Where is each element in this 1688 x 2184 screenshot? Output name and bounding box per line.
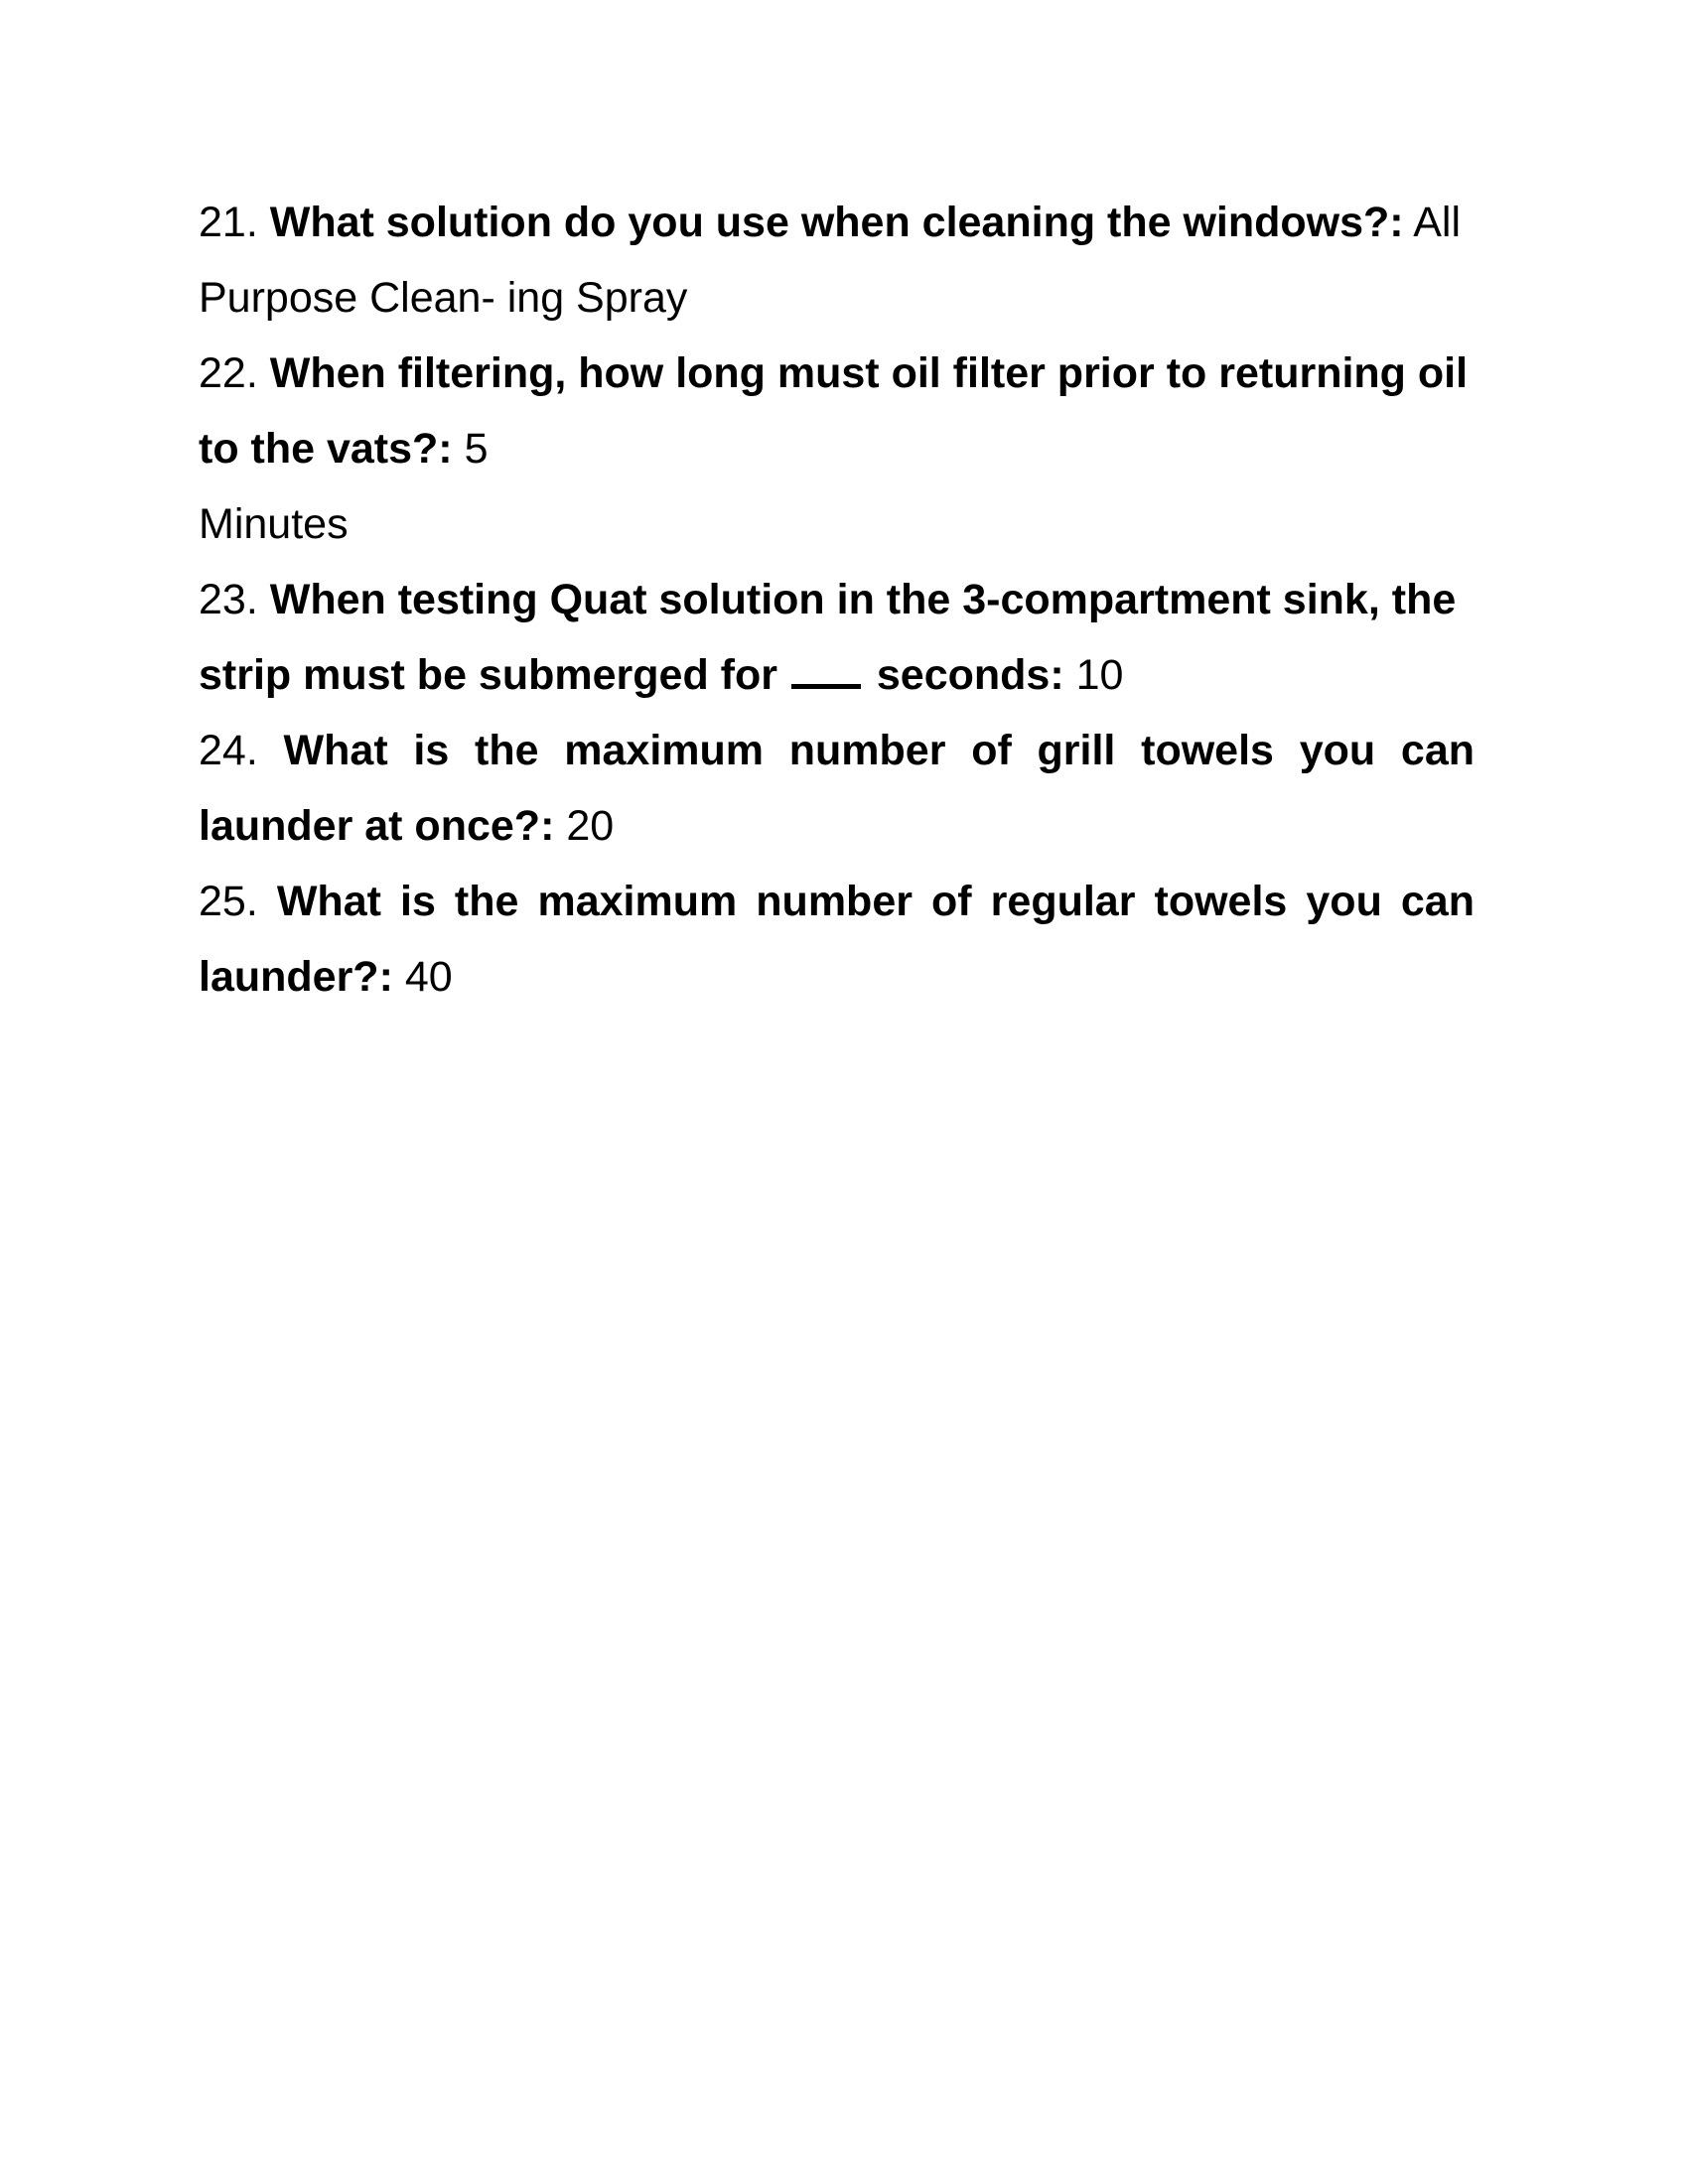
document-page [199,185,1475,1015]
question-number: 22. [199,349,258,397]
fill-in-blank [791,684,861,689]
answer-text-continued: Minutes [199,500,349,548]
question-item-25 [199,864,1475,1015]
question-item-21 [199,185,1475,336]
question-text: What solution do you use when cleaning the windows?: [269,199,1404,246]
question-text: When testing Quat solution in the 3-compartment sink, the strip must be submerged for [199,576,1457,699]
answer-text: 40 [404,953,453,1001]
question-number: 25. [199,878,258,925]
answer-text: 20 [566,802,615,850]
question-number: 23. [199,576,258,623]
question-number: 24. [199,727,258,774]
answer-text: 5 [464,425,489,473]
answer-text: All Purpose Clean- ing Spray [199,199,1462,322]
question-item-22 [199,336,1475,562]
question-item-23 [199,562,1475,713]
question-text: What is the maximum number of grill towels you can launder at once?: [199,727,1475,850]
question-item-24 [199,713,1475,864]
question-text: When filtering, how long must oil filter prior to returning oil to the vats?: [199,349,1469,473]
answer-text: 10 [1075,651,1124,699]
question-text: What is the maximum number of regular towels you can launder?: [199,878,1475,1001]
question-text-suffix: seconds: [876,651,1064,699]
question-number: 21. [199,199,258,246]
